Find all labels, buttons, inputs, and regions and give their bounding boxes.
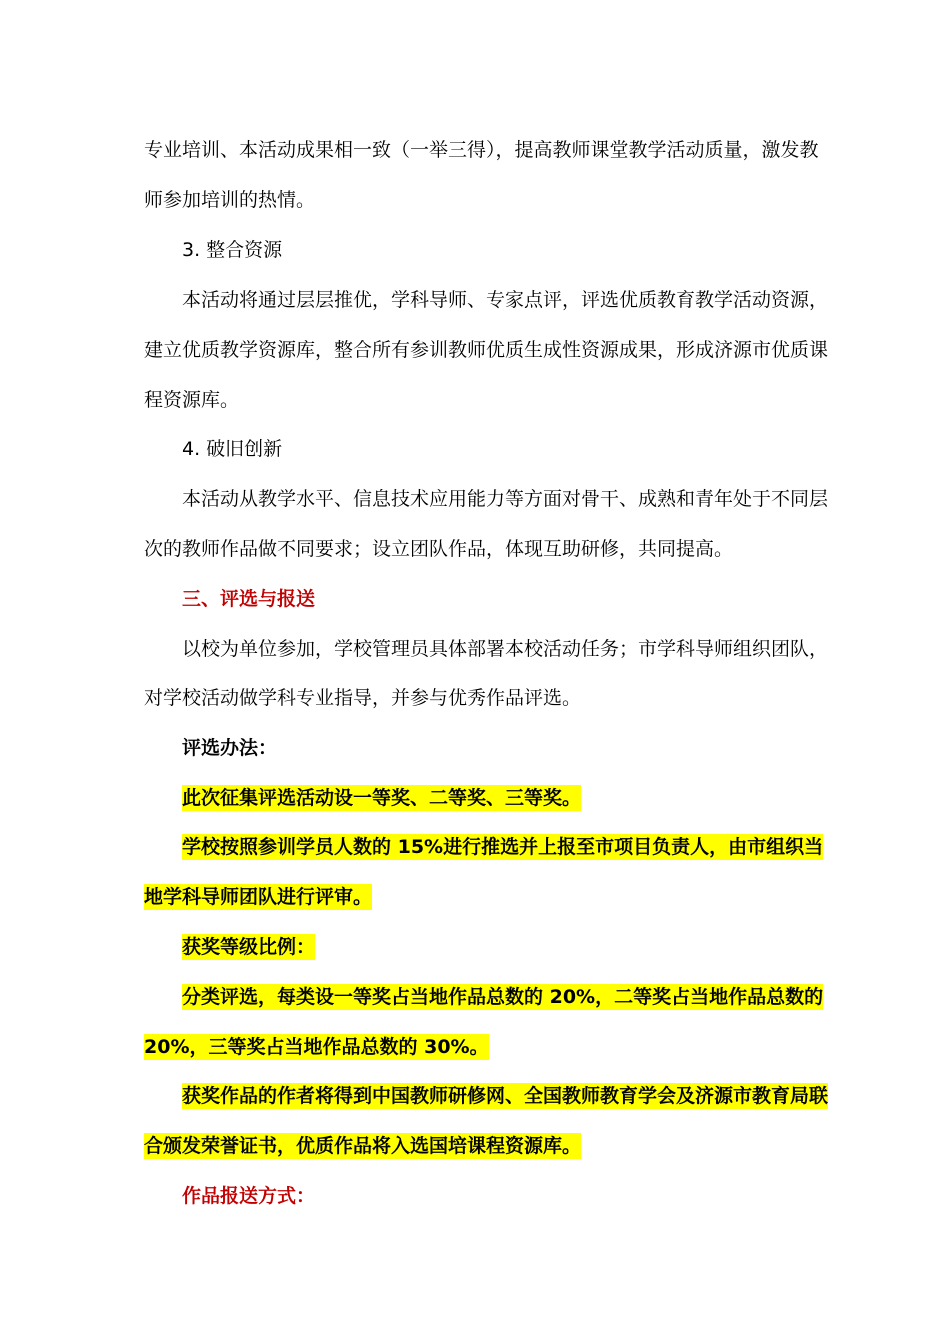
highlighted-line: 20%，三等奖占当地作品总数的 30%。 xyxy=(144,1036,489,1058)
highlighted-line: 地学科导师团队进行评审。 xyxy=(144,886,373,908)
highlighted-line: 获奖作品的作者将得到中国教师研修网、全国教师教育学会及济源市教育局联 xyxy=(182,1085,829,1107)
paragraph-line: 次的教师作品做不同要求；设立团队作品，体现互助研修，共同提高。 xyxy=(144,538,734,560)
highlighted-line: 合颁发荣誉证书，优质作品将入选国培课程资源库。 xyxy=(144,1135,582,1157)
subheading-evaluation-method: 评选办法： xyxy=(182,737,278,759)
highlighted-line: 学校按照参训学员人数的 15%进行推选并上报至市项目负责人，由市组织当 xyxy=(182,836,824,858)
paragraph-line: 师参加培训的热情。 xyxy=(144,189,316,211)
paragraph-line: 以校为单位参加，学校管理员具体部署本校活动任务；市学科导师组织团队， xyxy=(182,638,829,660)
paragraph-line: 本活动从教学水平、信息技术应用能力等方面对骨干、成熟和青年处于不同层 xyxy=(182,488,829,510)
section-heading-3: 3. 整合资源 xyxy=(182,239,283,261)
subheading-submission-method: 作品报送方式： xyxy=(182,1185,316,1207)
section-title: 三、评选与报送 xyxy=(182,588,316,610)
highlighted-line: 分类评选，每类设一等奖占当地作品总数的 20%，二等奖占当地作品总数的 xyxy=(182,986,824,1008)
subheading-award-ratio: 获奖等级比例： xyxy=(182,936,316,958)
highlighted-line: 此次征集评选活动设一等奖、二等奖、三等奖。 xyxy=(182,787,582,809)
section-heading-4: 4. 破旧创新 xyxy=(182,438,283,460)
paragraph-line: 建立优质教学资源库，整合所有参训教师优质生成性资源成果，形成济源市优质课 xyxy=(144,339,829,361)
paragraph-line: 程资源库。 xyxy=(144,389,240,411)
paragraph-line: 本活动将通过层层推优，学科导师、专家点评，评选优质教育教学活动资源， xyxy=(182,289,829,311)
paragraph-line: 对学校活动做学科专业指导，并参与优秀作品评选。 xyxy=(144,687,582,709)
paragraph-line: 专业培训、本活动成果相一致（一举三得），提高教师课堂教学活动质量，激发教 xyxy=(144,139,819,161)
